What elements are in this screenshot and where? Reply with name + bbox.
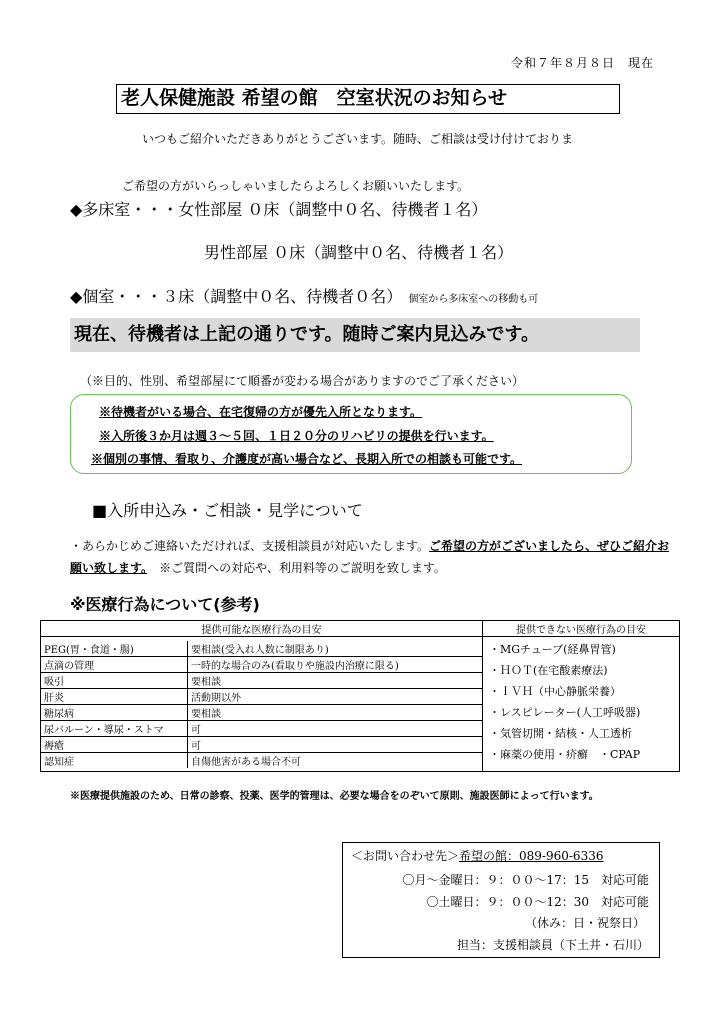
table-row xyxy=(41,704,482,720)
admission-text-b: ご希望の方がございましたら、ぜひご紹介お願い致します。 xyxy=(70,539,670,575)
col-header-impossible: 提供できない医療行為の目安 xyxy=(483,621,680,637)
possible-note: 活動期以外 xyxy=(188,688,483,704)
admission-text xyxy=(70,535,670,579)
table-row xyxy=(41,752,482,768)
possible-note: 要相談(受入れ人数に制限あり) xyxy=(188,641,483,657)
possible-item: 吸引 xyxy=(41,672,188,688)
private-room xyxy=(70,284,538,307)
possible-item: 点滴の管理 xyxy=(41,656,188,672)
table-row xyxy=(41,656,482,672)
multi-room-female: ◆多床室・・・女性部屋 ０床（調整中０名、待機者１名） xyxy=(70,200,488,219)
possible-item: 認知症 xyxy=(41,752,188,768)
table-row xyxy=(41,736,482,752)
contact-holiday: （休み：日・祝祭日） xyxy=(524,916,645,930)
possible-note: 可 xyxy=(188,720,483,736)
notice-item: ※入所後３か月は週３～５回、１日２０分のリハビリの提供を行います。 xyxy=(99,429,494,443)
impossible-item: ・麻薬の使用・疥癬 ・CPAP xyxy=(489,748,641,761)
contact-box xyxy=(342,842,660,958)
impossible-item: ・ＨＯＴ(在宅酸素療法) xyxy=(489,664,608,677)
medical-heading: ※医療行為について(参考) xyxy=(70,595,260,614)
table-row xyxy=(41,672,482,688)
admission-text-a: ・あらかじめご連絡いただければ、支援相談員が対応いたします。 xyxy=(70,539,430,553)
col-header-possible: 提供可能な医療行為の目安 xyxy=(41,621,483,637)
medical-table xyxy=(40,620,680,772)
waiting-banner: 現在、待機者は上記の通りです。随時ご案内見込みです。 xyxy=(70,318,640,352)
intro-line-1: いつもご紹介いただきありがとうございます。随時、ご相談は受け付けておりま xyxy=(142,132,574,146)
notice-item: ※個別の事情、看取り、介護度が高い場合など、長期入所での相談も可能です。 xyxy=(91,452,523,466)
impossible-item: ・気管切開・結核・人工透析 xyxy=(489,727,632,740)
notice-box xyxy=(70,394,632,474)
notice-item: ※待機者がいる場合、在宅復帰の方が優先入所となります。 xyxy=(99,405,423,419)
possible-note: 要相談 xyxy=(188,672,483,688)
page-title: 老人保健施設 希望の館 空室状況のお知らせ xyxy=(116,84,620,114)
contact-phone: 希望の館：089-960-6336 xyxy=(459,849,604,863)
possible-item: 尿バルーン・導尿・ストマ xyxy=(41,720,188,736)
impossible-item: ・MGチューブ(経鼻胃管) xyxy=(489,643,616,656)
impossible-list xyxy=(483,637,680,772)
private-room-note: 個室から多床室への移動も可 xyxy=(408,294,539,305)
medical-footnote: ※医療提供施設のため、日常の診察、投薬、医学的管理は、必要な場合をのぞいて原則、施設医師によって行います。 xyxy=(70,791,599,802)
possible-note: 自傷他害がある場合不可 xyxy=(191,756,301,768)
multi-room-male: 男性部屋 ０床（調整中０名、待機者１名） xyxy=(204,243,514,262)
admission-text-c: ※ご質問への対応や、利用料等のご説明を致します。 xyxy=(159,561,446,575)
private-room-status: ◆個室・・・３床（調整中０名、待機者０名） xyxy=(70,287,403,306)
possible-note: 可 xyxy=(188,736,483,752)
possible-list xyxy=(41,637,483,772)
possible-note: 要相談 xyxy=(188,704,483,720)
date-stamp: 令和７年８月８日 現在 xyxy=(510,56,654,70)
contact-weekday-hours: 〇月～金曜日：９：００～17：15 対応可能 xyxy=(402,873,649,887)
contact-staff: 担当：支援相談員（下土井・石川） xyxy=(456,938,649,952)
possible-item: 褥瘡 xyxy=(41,736,188,752)
contact-header xyxy=(351,847,603,864)
order-note: （※目的、性別、希望部屋にて順番が変わる場合がありますのでご了承ください） xyxy=(80,374,525,388)
impossible-item: ・ＩＶＨ（中心静脈栄養） xyxy=(489,685,621,698)
table-row xyxy=(41,720,482,736)
contact-saturday-hours: 〇土曜日：９：００～12：30 対応可能 xyxy=(426,895,649,909)
possible-note: 一時的な場合のみ(看取りや施設内治療に限る) xyxy=(188,656,483,672)
contact-label: ＜お問い合わせ先＞ xyxy=(351,849,460,863)
impossible-item: ・レスピレーター(人工呼吸器) xyxy=(489,706,641,719)
table-row xyxy=(41,688,482,704)
table-row xyxy=(41,641,482,657)
admission-heading: ■入所申込み・ご相談・見学について xyxy=(92,501,363,520)
possible-item: 糖尿病 xyxy=(41,704,188,720)
possible-item: 肝炎 xyxy=(41,688,188,704)
possible-item: PEG(胃・食道・腸) xyxy=(41,641,188,657)
intro-line-2: ご希望の方がいらっしゃいましたらよろしくお願いいたします。 xyxy=(122,179,470,193)
